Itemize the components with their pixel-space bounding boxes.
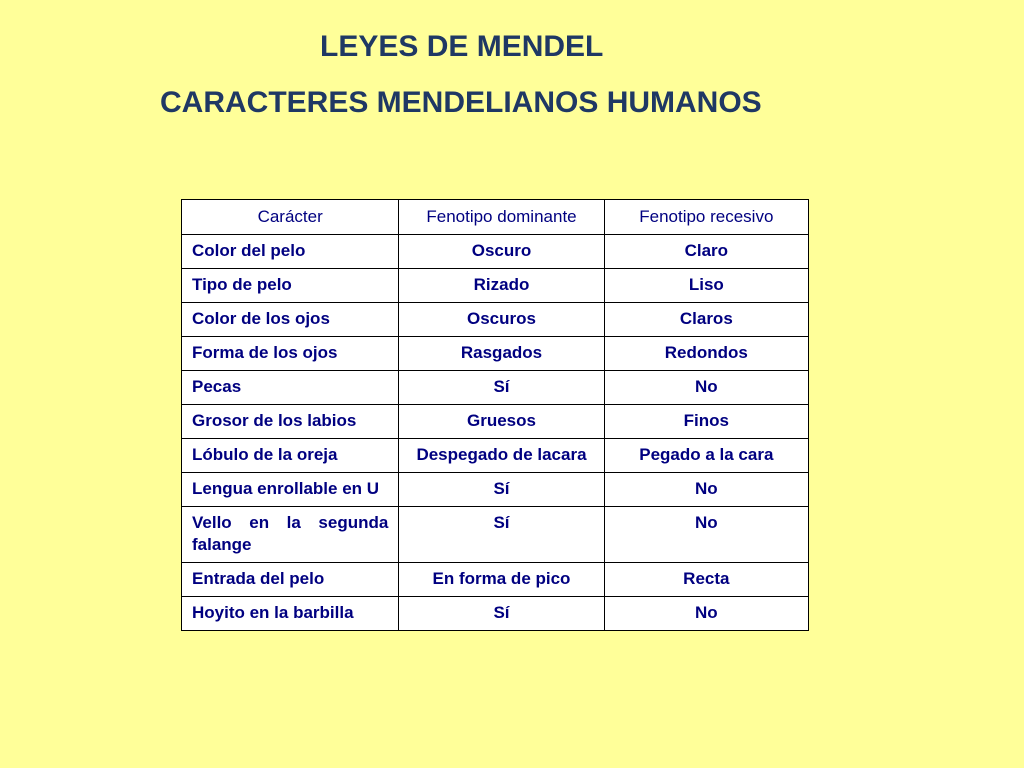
table-row — [182, 439, 809, 473]
cell-recesivo: Claro — [604, 235, 808, 269]
mendelian-traits-table — [181, 199, 809, 631]
cell-dominante: Rizado — [399, 269, 604, 303]
cell-recesivo: Liso — [604, 269, 808, 303]
cell-dominante: Despegado de lacara — [399, 439, 604, 473]
header-fenotipo-dominante: Fenotipo dominante — [399, 200, 604, 235]
cell-recesivo: No — [604, 507, 808, 563]
cell-caracter: Entrada del pelo — [182, 563, 399, 597]
table-row — [182, 303, 809, 337]
cell-caracter: Hoyito en la barbilla — [182, 597, 399, 631]
cell-recesivo: Recta — [604, 563, 808, 597]
cell-recesivo: No — [604, 473, 808, 507]
cell-caracter: Vello en la segunda falange — [182, 507, 399, 563]
cell-recesivo: Redondos — [604, 337, 808, 371]
header-fenotipo-recesivo: Fenotipo recesivo — [604, 200, 808, 235]
table-row — [182, 473, 809, 507]
cell-caracter: Tipo de pelo — [182, 269, 399, 303]
table-row — [182, 371, 809, 405]
page-subtitle: CARACTERES MENDELIANOS HUMANOS — [160, 86, 762, 119]
table-row — [182, 597, 809, 631]
cell-dominante: Rasgados — [399, 337, 604, 371]
cell-dominante: Sí — [399, 371, 604, 405]
table-row — [182, 337, 809, 371]
table-header-row — [182, 200, 809, 235]
cell-recesivo: Claros — [604, 303, 808, 337]
cell-dominante: Sí — [399, 473, 604, 507]
cell-dominante: Oscuros — [399, 303, 604, 337]
cell-recesivo: Finos — [604, 405, 808, 439]
cell-dominante: Sí — [399, 507, 604, 563]
cell-recesivo: No — [604, 371, 808, 405]
cell-caracter: Pecas — [182, 371, 399, 405]
table-row — [182, 405, 809, 439]
table-row — [182, 507, 809, 563]
cell-caracter: Grosor de los labios — [182, 405, 399, 439]
cell-dominante: Oscuro — [399, 235, 604, 269]
cell-dominante: En forma de pico — [399, 563, 604, 597]
table-row — [182, 269, 809, 303]
cell-dominante: Gruesos — [399, 405, 604, 439]
table-row — [182, 563, 809, 597]
cell-dominante: Sí — [399, 597, 604, 631]
header-caracter: Carácter — [182, 200, 399, 235]
cell-caracter: Lóbulo de la oreja — [182, 439, 399, 473]
cell-caracter: Color del pelo — [182, 235, 399, 269]
page-title: LEYES DE MENDEL — [320, 30, 604, 63]
cell-caracter: Color de los ojos — [182, 303, 399, 337]
table-row — [182, 235, 809, 269]
cell-recesivo: No — [604, 597, 808, 631]
cell-caracter: Forma de los ojos — [182, 337, 399, 371]
cell-caracter: Lengua enrollable en U — [182, 473, 399, 507]
cell-recesivo: Pegado a la cara — [604, 439, 808, 473]
